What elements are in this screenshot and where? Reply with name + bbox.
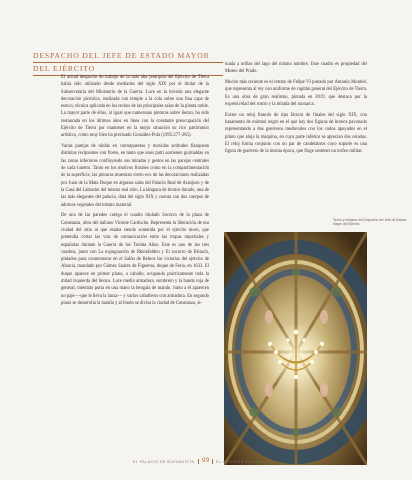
footer-chapter-title: EL INTERIOR DEL PALACIO: [216, 460, 274, 464]
photo-caption: Techo y lámpara del Despacho del Jefe de Estado Mayor del Ejército.: [333, 218, 407, 227]
paragraph: Varias parejas de ninfas en contrapuestas y movidas actitudes flanquean distintos recipientes con flores, en tanto que unos putti sostienen guirnaldas en las zonas inferiores confluyendo sus miradas y gestos en las parejas centrales de cada lunetto. Tanto en los motivos florales como en la compartimentación de la superficie, las pinturas muestran cierto eco de las decoraciones realizadas por Juan de la Mata Duque en algunas salas del Palacio Real de Aranjuez y de la Casa del Labrador del mismo real sitio. La lámpara de bronce dorado, una de las más elegantes del palacio, data del siglo XIX y cuenta con dos cuerpos de adornos vegetales del mismo material.: [61, 144, 209, 208]
heading-line-1: DESPACHO DEL JEFE DE ESTADO MAYOR: [33, 50, 223, 63]
left-column: [61, 74, 209, 311]
paragraph: Existe un reloj francés de tipo Bracot de finales del siglo XIX, con basamento de mármol negro en el que hay dos figuras de bronce pavonado representando a dos guerreros medievales con los codos apoyados en el plinto que aloja la maquina, en cuya parte inferior se aprecian dos celadas. El reloj forma conjunto con un par de candelabros cuyo soporte es una figura de guerrero de la misma época, que finge sostener un trofeo militar.: [225, 112, 367, 155]
footer-divider: [198, 459, 199, 464]
page-number: 99: [202, 458, 210, 464]
paragraph: tuada a orillas del lago del mismo nombre. Este cuadro es propiedad del Museo del Prado.: [225, 62, 367, 75]
ceiling-chandelier-photo: [224, 232, 367, 465]
footer-book-title: EL PALACIO DE BUENAVISTA: [133, 460, 195, 464]
right-column: [225, 61, 367, 159]
paragraph: El actual despacho de trabajo de la más alta jerarquía del Ejército de Tierra había sido utilizado desde mediados del siglo XIX por el titular de la Subsecretaría del Ministerio de la Guerra. Luce en la bóveda una elegante decoración pictórica, realizada con temple a la cola sobre una fina capa de estuco, técnica aplicada en los techos de las principales salas de la planta noble. La mayor parte de ellos, al igual que numerosas pinturas sobre lienzo, ha sido restaurada en los últimos años en línea con la constante preocupación del Ejército de Tierra por mantener en la mejor situación su rico patrimonio artístico, como muy bien ha precisado González-Pola (1995:277-285).: [61, 75, 209, 139]
section-heading: [33, 50, 223, 76]
paragraph: De una de las paredes cuelga el cuadro titulado Socorro de la plaza de Constanza, obra del italiano Vicente Carducho. Representa la liberación de esa ciudad del sitio al que estaba siendo sometida por el ejército moro, que pretendía cortar las vías de comunicación entre las tropas imperiales y españolas durante la Guerra de los Treinta Años. Este es uno de los tres cuadros, junto con La expugnación de Rheinfelden y El socorro de Brisach, pintados para conmemorar en el Salón de Reinos las victorias del ejército de Alsacia, mandado por Gómez Suárez de Figueroa, duque de Feria, en 1633. El duque aparece en primer plano, a caballo, ocupando prácticamente toda la mitad izquierda del lienzo. Luce media armadura, sombrero y la banda roja de general, mientras porta en una mano la bengala de mando. Junto a él aparecen un paje —que le lleva la lanza— y varios caballeros con armadura. En segundo plano se desarrolla la batalla y al fondo se divisa la ciudad de Constanza, si-: [61, 213, 209, 306]
paragraph: Mucho más reciente es el retrato de Felipe VI pintado por Antonio Montiel, que representa al rey con uniforme de capitán general del Ejército de Tierra. Es una obra de gran realismo, pintada en 2019, que destaca por la expresividad del rostro y la mirada del monarca.: [225, 80, 367, 107]
heading-line-2: DEL EJÉRCITO: [33, 63, 223, 76]
footer-divider: [212, 459, 213, 464]
